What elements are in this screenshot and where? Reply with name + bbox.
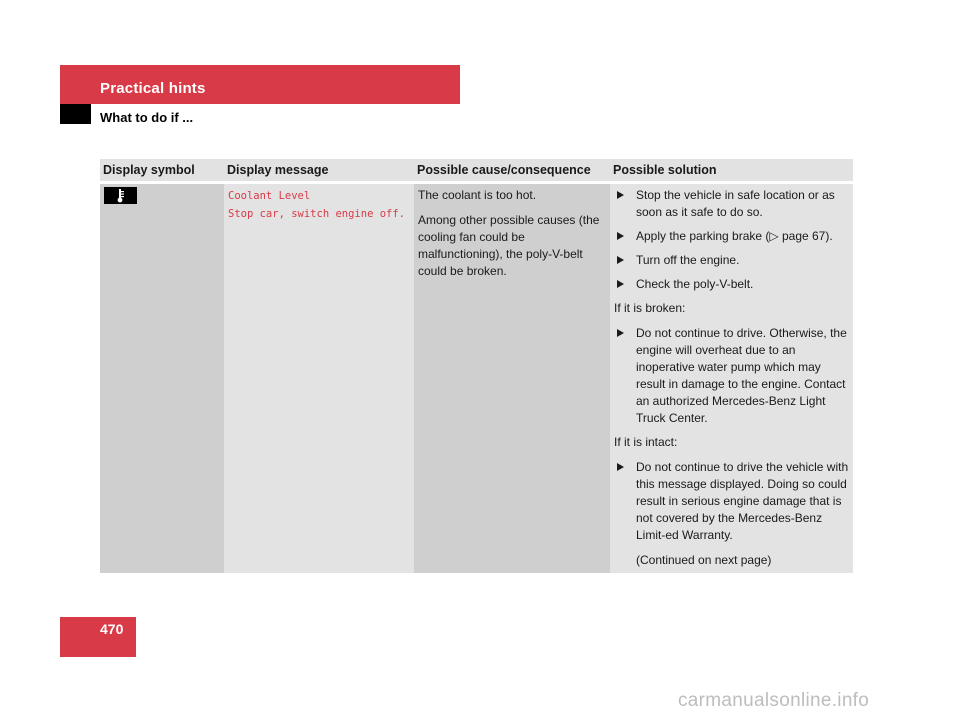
- solution-step-text: Stop the vehicle in safe location or as soon as it safe to do so.: [636, 188, 835, 219]
- column-header-solution: Possible solution: [610, 159, 853, 183]
- section-tab-marker: [60, 104, 91, 124]
- bullet-arrow-icon: [617, 329, 624, 337]
- table-header-row: [100, 159, 853, 183]
- page-number: 470: [100, 621, 124, 637]
- solution-step-text: Do not continue to drive. Otherwise, the engine will overheat due to an inoperative water pump which may result in damage to the engine. Contact an authorized Mercedes-Benz Light Truck Center.: [636, 326, 847, 425]
- display-message-line-2: Stop car, switch engine off.: [228, 208, 406, 220]
- bullet-arrow-icon: [617, 256, 624, 264]
- solution-step: [614, 252, 849, 269]
- display-message-cell: [224, 183, 414, 574]
- solution-step-text: Turn off the engine.: [636, 253, 740, 267]
- cause-cell: [414, 183, 610, 574]
- display-message-line-1: Coolant Level: [228, 190, 311, 202]
- solution-step: [614, 325, 849, 427]
- symbol-cell: [100, 183, 224, 574]
- page-number-box: [60, 617, 136, 657]
- cause-text-2: Among other possible causes (the cooling fan could be malfunctioning), the poly-V-belt could be broken.: [418, 213, 600, 278]
- bullet-arrow-icon: [617, 280, 624, 288]
- bullet-arrow-icon: [617, 232, 624, 240]
- section-title: Practical hints: [100, 80, 206, 97]
- column-header-symbol: Display symbol: [100, 159, 224, 183]
- bullet-arrow-icon: [617, 463, 624, 471]
- continued-note: (Continued on next page): [636, 553, 772, 567]
- cause-text-1: The coolant is too hot.: [418, 188, 537, 202]
- solution-step-text: Do not continue to drive the vehicle with this message displayed. Doing so could result in serious engine damage that is not covered by the Mercedes-Benz Limit-ed Warranty.: [636, 460, 849, 542]
- solution-step-text: Check the poly-V-belt.: [636, 277, 754, 291]
- solution-step: [614, 459, 849, 544]
- coolant-temperature-icon: [104, 187, 137, 204]
- page-subtitle: What to do if ...: [100, 110, 194, 125]
- if-intact-label: If it is intact:: [614, 435, 678, 449]
- solution-step-text: Apply the parking brake (▷ page 67).: [636, 229, 833, 243]
- display-message-table: [100, 159, 853, 573]
- table-row: [100, 183, 853, 574]
- column-header-message: Display message: [224, 159, 414, 183]
- watermark: carmanualsonline.info: [678, 690, 870, 711]
- solution-step: [614, 187, 849, 221]
- solution-step: [614, 228, 849, 245]
- solution-cell: [610, 183, 853, 574]
- bullet-arrow-icon: [617, 191, 624, 199]
- solution-step: [614, 276, 849, 293]
- if-broken-label: If it is broken:: [614, 301, 686, 315]
- column-header-cause: Possible cause/consequence: [414, 159, 610, 183]
